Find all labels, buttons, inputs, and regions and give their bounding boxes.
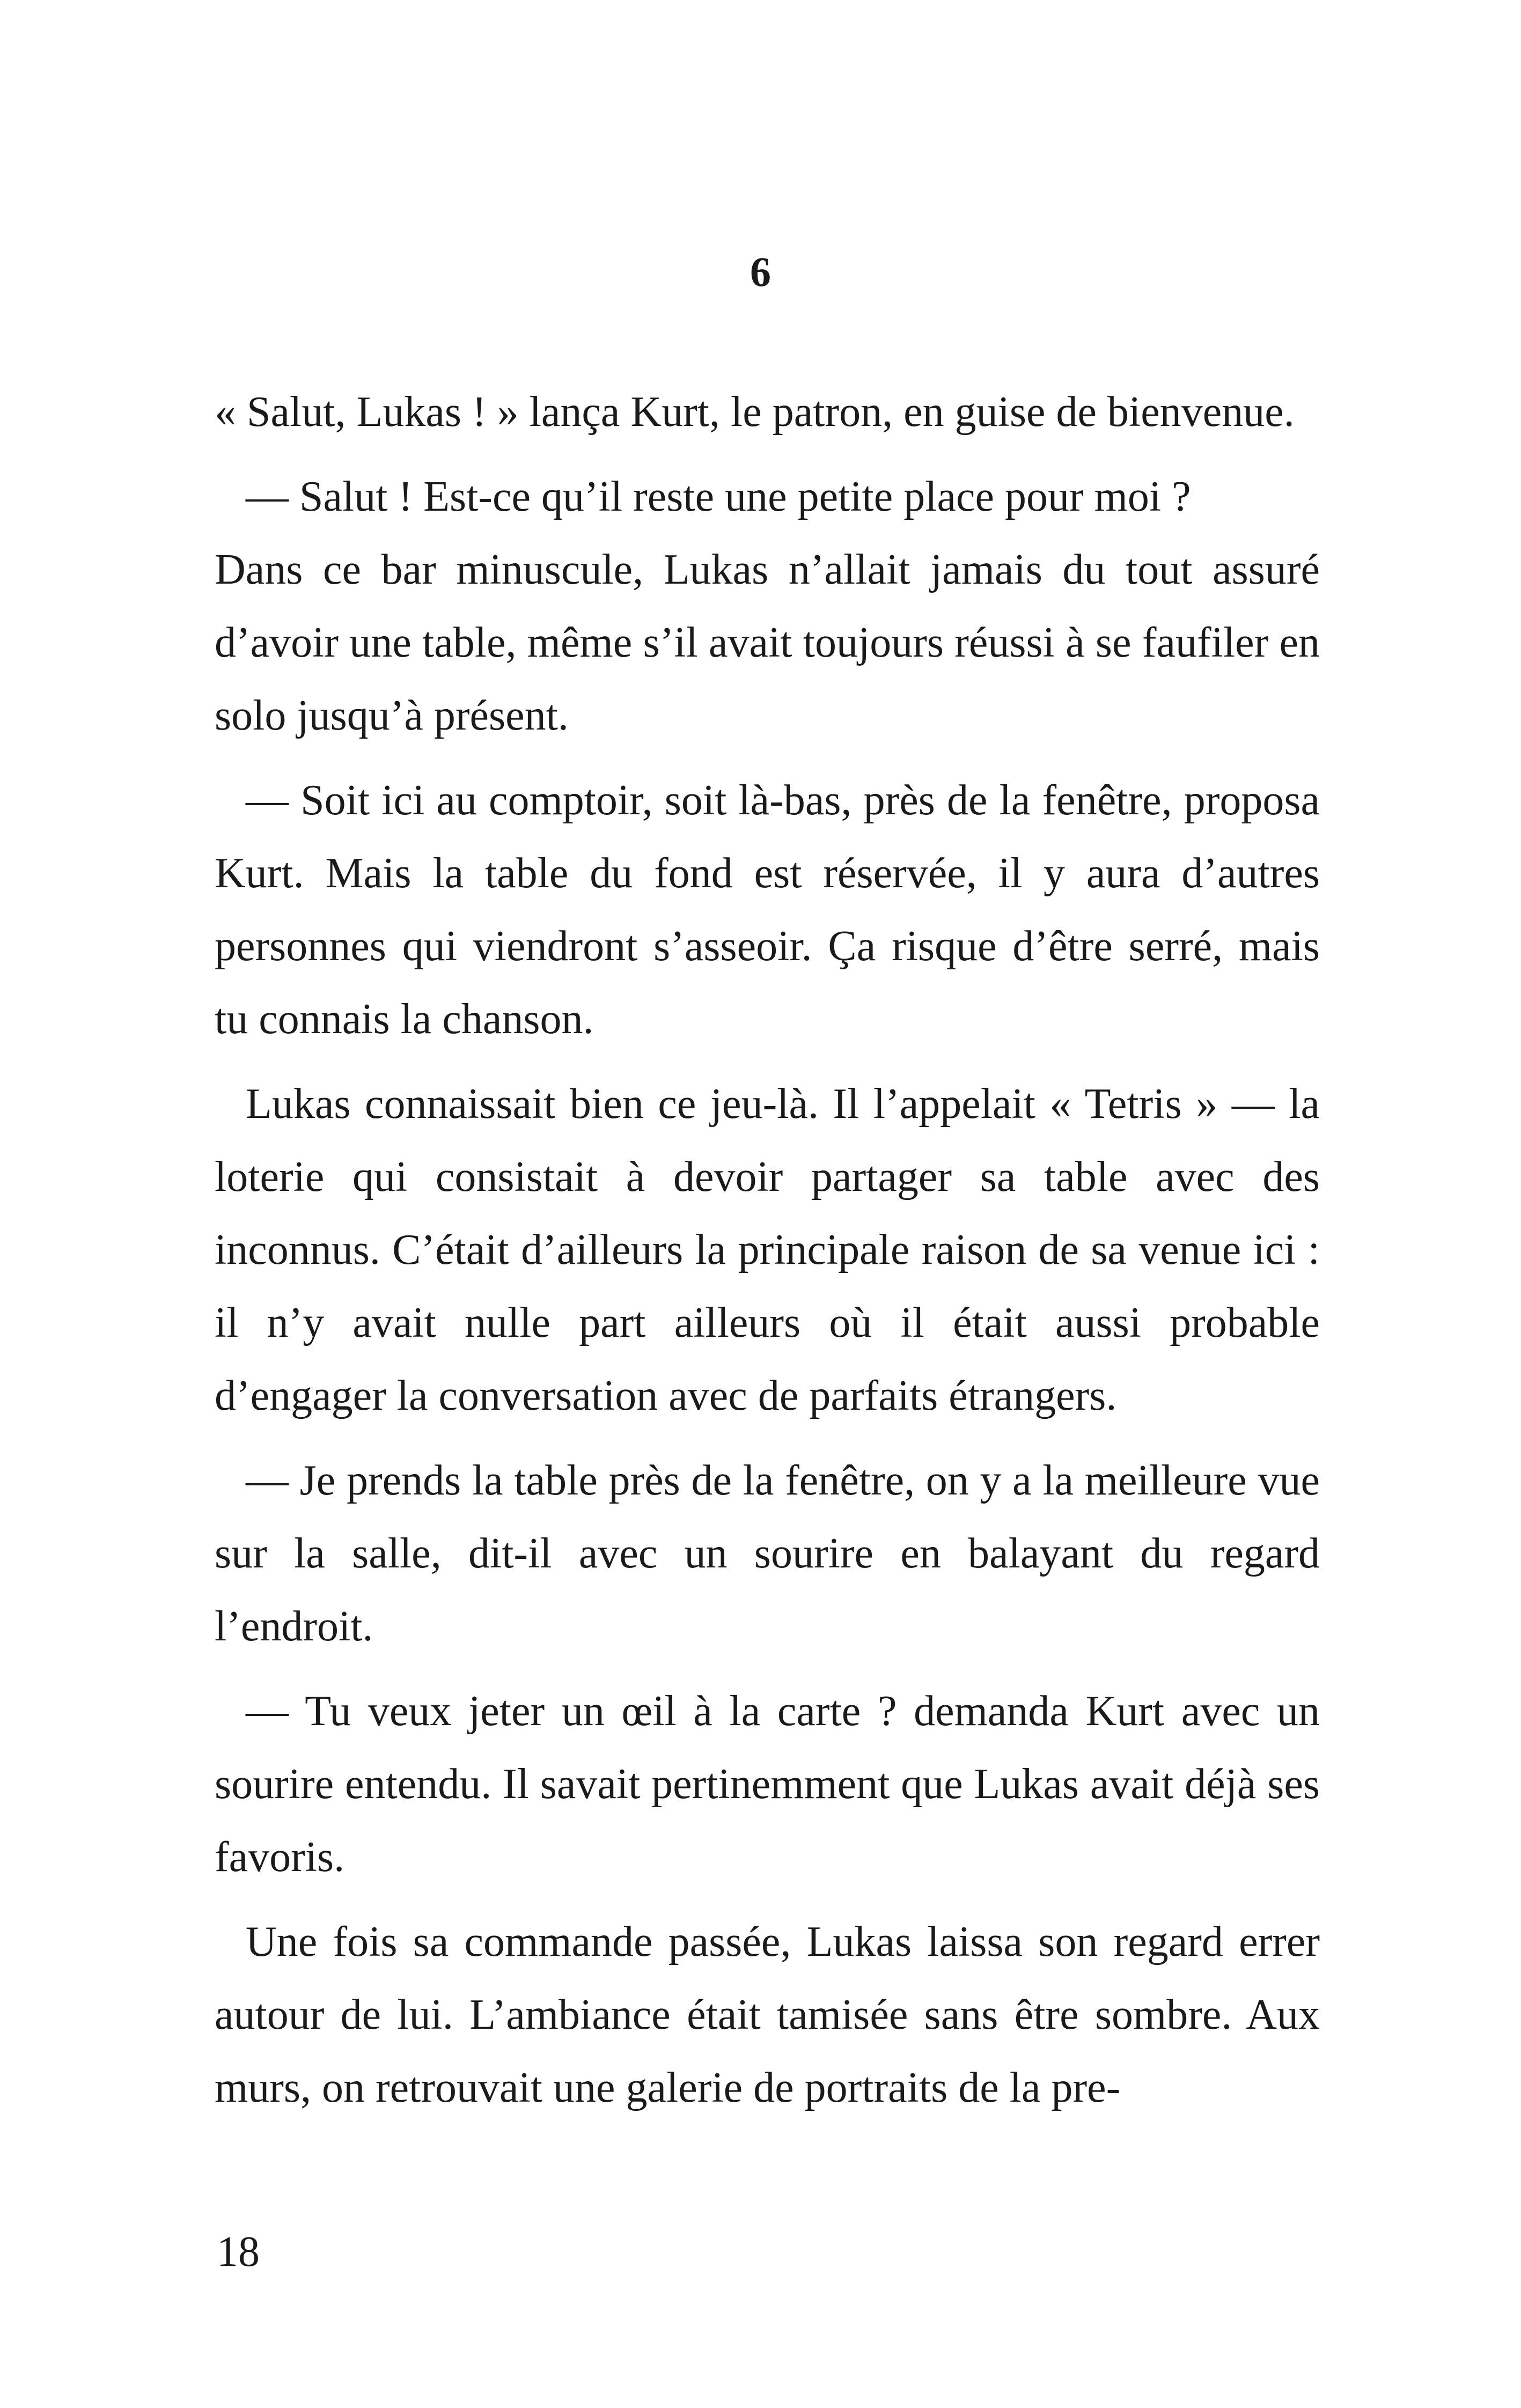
paragraph-6: — Je prends la table près de la fenêtre, on y a la meilleure vue sur la salle, dit-il avec un sourire en balayant du regard l’endroit. bbox=[215, 1457, 1320, 1650]
body-text bbox=[215, 375, 1320, 2124]
paragraph-5: Lukas connaissait bien ce jeu-là. Il l’appelait « Tetris » — la loterie qui consistait à devoir partager sa table avec des inconnus. C’était d’ailleurs la principale raison de sa venue ici : il n’y avait nulle part ailleurs où il était aussi probable d’engager la conversation avec de parfaits étrangers. bbox=[215, 1080, 1320, 1419]
paragraph-1: « Salut, Lukas ! » lança Kurt, le patron, en guise de bienvenue. bbox=[215, 388, 1295, 436]
page-number: 18 bbox=[217, 2228, 260, 2276]
paragraph-4: — Soit ici au comptoir, soit là-bas, près de la fenêtre, proposa Kurt. Mais la table du fond est réservée, il y aura d’autres personnes qui viendront s’asseoir. Ça risque d’être serré, mais tu connais la chanson. bbox=[215, 777, 1320, 1043]
paragraph-3: Dans ce bar minuscule, Lukas n’allait jamais du tout assuré d’avoir une table, même s’il avait toujours réussi à se faufiler en solo jusqu’à présent. bbox=[215, 546, 1320, 739]
chapter-number: 6 bbox=[750, 248, 771, 295]
paragraph-7: — Tu veux jeter un œil à la carte ? demanda Kurt avec un sourire entendu. Il savait pertinemment que Lukas avait déjà ses favoris. bbox=[215, 1688, 1320, 1881]
paragraph-2: — Salut ! Est-ce qu’il reste une petite place pour moi ? bbox=[246, 473, 1191, 520]
paragraph-8: Une fois sa commande passée, Lukas laissa son regard errer autour de lui. L’ambiance était tamisée sans être sombre. Aux murs, on retrouvait une galerie de portraits de la pre- bbox=[215, 1918, 1320, 2111]
